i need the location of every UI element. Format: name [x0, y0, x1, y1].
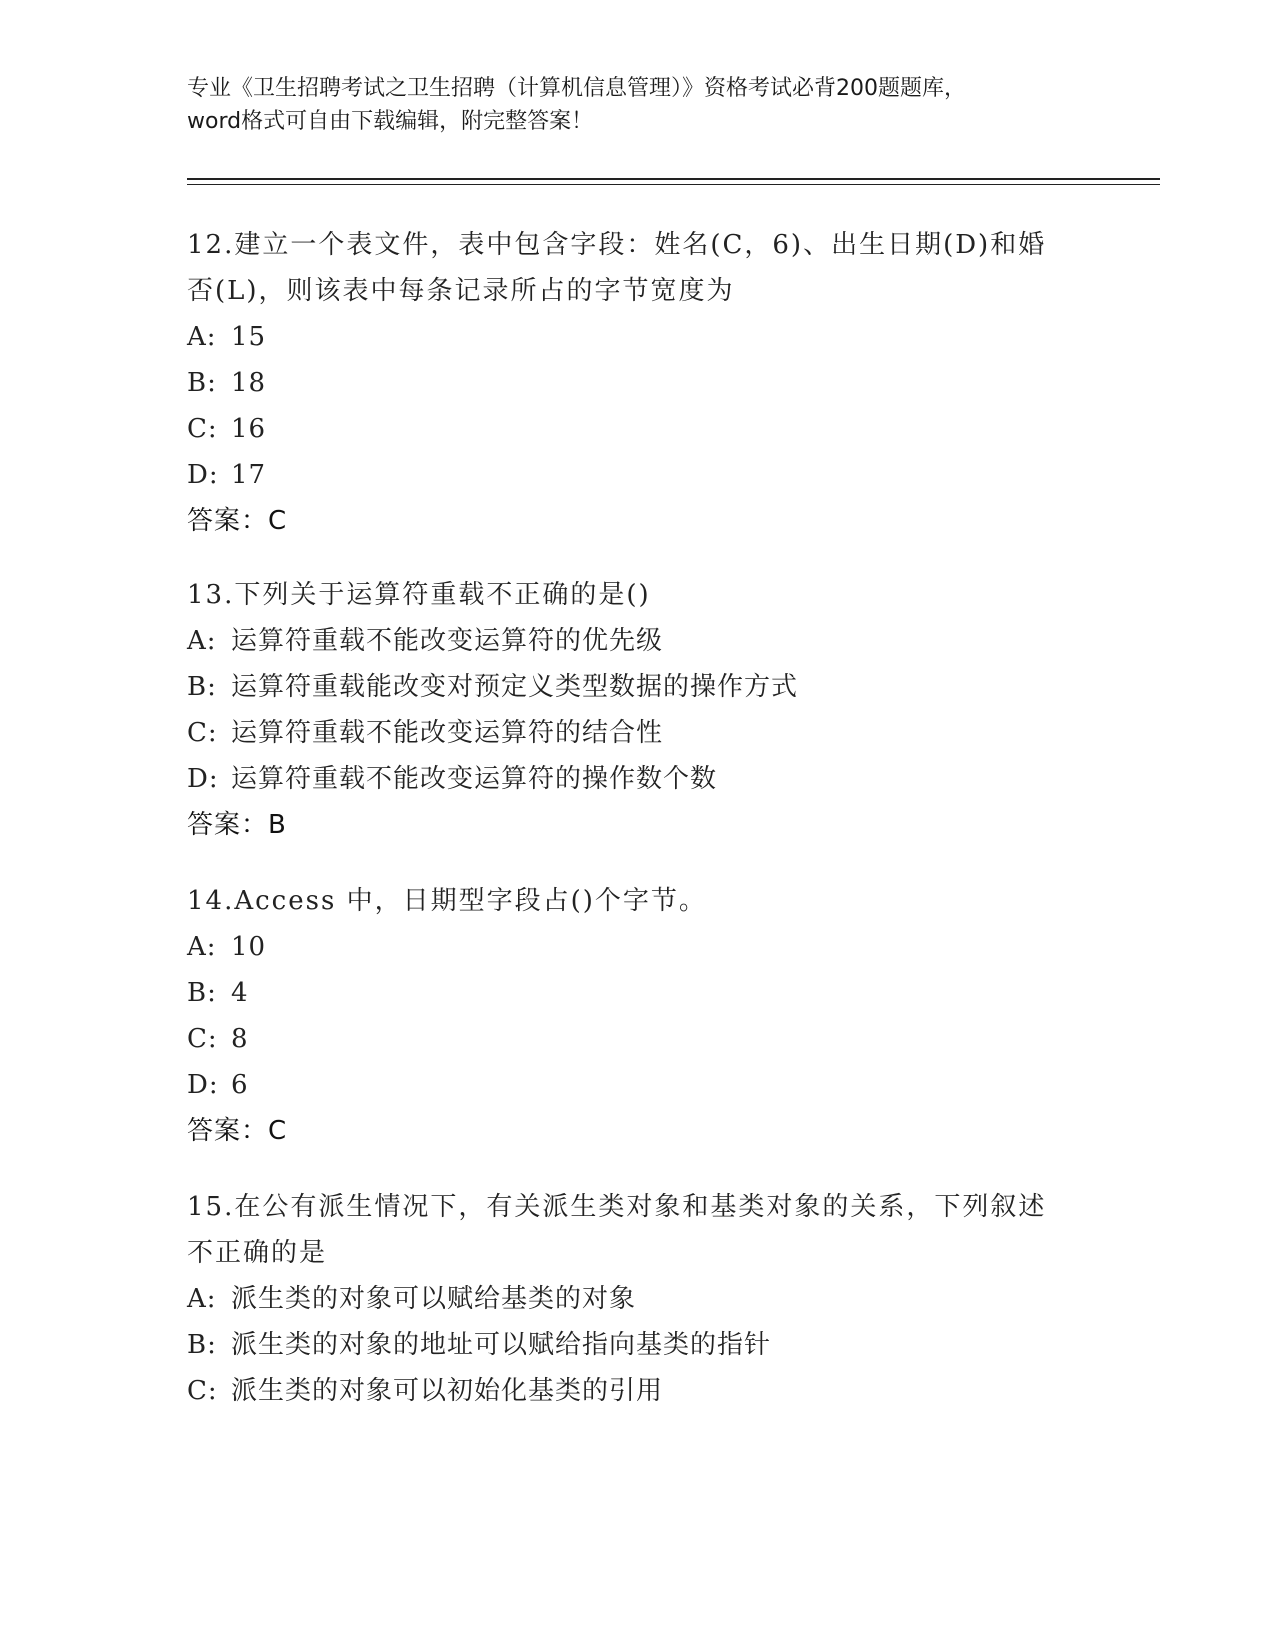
header-line-1: 专业《卫生招聘考试之卫生招聘（计算机信息管理）》资格考试必背200题题库，	[187, 76, 966, 101]
option-text: 运算符重载能改变对预定义类型数据的操作方式	[231, 672, 799, 702]
option-c	[187, 710, 1087, 756]
option-d	[187, 452, 1087, 498]
option-letter: C:	[187, 1376, 218, 1406]
option-a	[187, 314, 1087, 360]
option-a	[187, 924, 1087, 970]
option-text: 10	[231, 932, 267, 962]
option-b	[187, 664, 1087, 710]
question-text-line: 12.建立一个表文件，表中包含字段：姓名(C，6)、出生日期(D)和婚	[187, 230, 1047, 260]
option-text: 17	[231, 460, 267, 490]
option-text: 运算符重载不能改变运算符的结合性	[231, 718, 664, 748]
option-letter: C:	[187, 414, 218, 444]
option-text: 4	[231, 978, 249, 1008]
question-14	[187, 878, 1087, 1154]
option-letter: A:	[187, 626, 217, 656]
option-letter: D:	[187, 1070, 219, 1100]
header-line-2: word格式可自由下载编辑，附完整答案！	[187, 109, 594, 134]
question-text-line: 13.下列关于运算符重载不正确的是()	[187, 580, 651, 610]
question-text-line: 14.Access 中，日期型字段占()个字节。	[187, 886, 707, 916]
option-text: 6	[231, 1070, 249, 1100]
option-text: 18	[231, 368, 267, 398]
option-letter: A:	[187, 932, 217, 962]
option-text: 15	[231, 322, 267, 352]
document-header	[187, 72, 1087, 138]
option-letter: C:	[187, 718, 218, 748]
option-d	[187, 756, 1087, 802]
question-15	[187, 1184, 1087, 1414]
question-12	[187, 222, 1087, 544]
option-text: 8	[231, 1024, 249, 1054]
option-text: 运算符重载不能改变运算符的优先级	[231, 626, 664, 656]
option-text: 运算符重载不能改变运算符的操作数个数	[231, 764, 718, 794]
option-letter: A:	[187, 322, 217, 352]
option-text: 派生类的对象的地址可以赋给指向基类的指针	[231, 1330, 772, 1360]
question-text-line: 不正确的是	[187, 1238, 328, 1268]
option-c	[187, 1368, 1087, 1414]
option-text: 派生类的对象可以赋给基类的对象	[231, 1284, 637, 1314]
answer-line: 答案：C	[187, 506, 288, 536]
option-letter: D:	[187, 764, 219, 794]
option-letter: B:	[187, 672, 217, 702]
option-a	[187, 618, 1087, 664]
option-c	[187, 406, 1087, 452]
answer-line: 答案：C	[187, 1116, 288, 1146]
option-text: 派生类的对象可以初始化基类的引用	[231, 1376, 664, 1406]
question-text-line: 否(L)，则该表中每条记录所占的字节宽度为	[187, 276, 735, 306]
option-letter: B:	[187, 978, 217, 1008]
option-text: 16	[231, 414, 267, 444]
option-b	[187, 360, 1087, 406]
question-13	[187, 572, 1087, 848]
header-divider-thin	[187, 184, 1160, 185]
question-text-line: 15.在公有派生情况下，有关派生类对象和基类对象的关系，下列叙述	[187, 1192, 1047, 1222]
header-divider-thick	[187, 178, 1160, 180]
option-letter: D:	[187, 460, 219, 490]
option-d	[187, 1062, 1087, 1108]
option-letter: B:	[187, 368, 217, 398]
option-letter: B:	[187, 1330, 217, 1360]
option-letter: C:	[187, 1024, 218, 1054]
option-b	[187, 1322, 1087, 1368]
option-c	[187, 1016, 1087, 1062]
option-a	[187, 1276, 1087, 1322]
option-b	[187, 970, 1087, 1016]
answer-line: 答案：B	[187, 810, 287, 840]
option-letter: A:	[187, 1284, 217, 1314]
